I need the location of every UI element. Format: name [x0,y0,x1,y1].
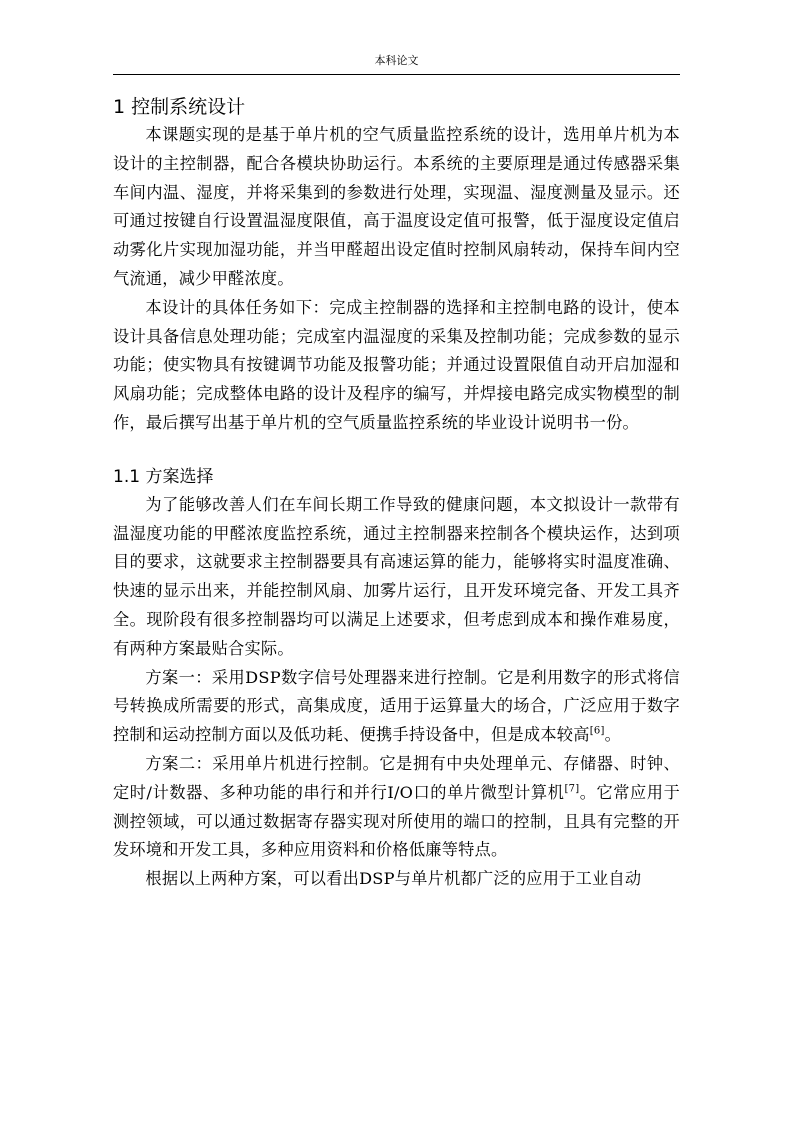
paragraph-text: 。 [604,725,622,745]
paragraph: 为了能够改善人们在车间长期工作导致的健康问题，本文拟设计一款带有温湿度功能的甲醛浓度监控系统，通过主控制器来控制各个模块运作，达到项目的要求，这就要求主控制器要具有高速运算的能力，能够将实时温度准确、快速的显示出来，并能控制风扇、加雾片运行，且开发环境完备、开发工具齐全。现阶段有很多控制器均可以满足上述要求，但考虑到成本和操作难易度，有两种方案最贴合实际。 [113,494,680,658]
header-rule [113,74,680,75]
spacer [113,438,680,464]
paragraph: 根据以上两种方案，可以看出DSP与单片机都广泛的应用于工业自动 [145,869,642,889]
page-header: 本科论文 [374,54,419,67]
paragraph-text: 。它常应用于测控领域，可以通过数据寄存器实现对所使用的端口的控制，且具有完整的开发环境和开发工具，多种应用资料和价格低廉等特点。 [113,782,681,860]
citation-ref: [7] [564,783,580,795]
paragraph-text: 方案二：采用单片机进行控制。它是拥有中央处理单元、存储器、时钟、定时/计数器、多种功能的串行和并行I/O口的单片微型计算机 [113,753,680,802]
paragraph-text: 方案一：采用DSP数字信号处理器来进行控制。它是利用数字的形式将信号转换成所需要的形式，高集成度，适用于运算量大的场合，广泛应用于数字控制和运动控制方面以及低功耗、便携手持设备中，但是成本较高 [113,667,680,745]
section-heading: 1 控制系统设计 [113,96,246,118]
paragraph [113,664,680,750]
paragraph [113,750,680,865]
document-body [113,94,680,894]
paragraph: 本课题实现的是基于单片机的空气质量监控系统的设计，选用单片机为本设计的主控制器，配合各模块协助运行。本系统的主要原理是通过传感器采集车间内温、湿度，并将采集到的参数进行处理，实现温、湿度测量及显示。还可通过按键自行设置温湿度限值，高于温度设定值可报警，低于湿度设定值启动雾化片实现加湿功能，并当甲醛超出设定值时控制风扇转动，保持车间内空气流通，减少甲醛浓度。 [113,125,680,288]
subsection-heading: 1.1 方案选择 [113,466,214,487]
paragraph: 本设计的具体任务如下：完成主控制器的选择和主控制电路的设计，使本设计具备信息处理功能；完成室内温湿度的采集及控制功能；完成参数的显示功能；使实物具有按键调节功能及报警功能；并通过设置限值自动开启加湿和风扇功能；完成整体电路的设计及程序的编写，并焊接电路完成实物模型的制作，最后撰写出基于单片机的空气质量监控系统的毕业设计说明书一份。 [113,297,680,432]
citation-ref: [6] [589,725,605,737]
